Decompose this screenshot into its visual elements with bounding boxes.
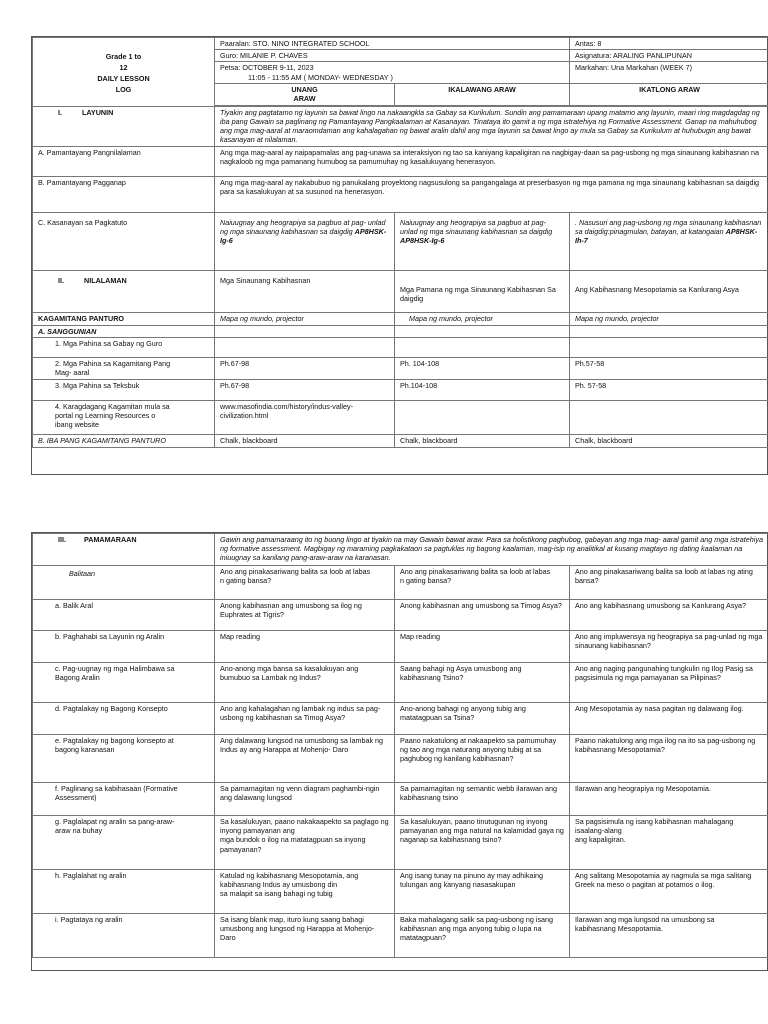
table-row — [33, 600, 768, 631]
teksbuk-day2: Ph.104-108 — [395, 379, 570, 400]
teksbuk-day3: Ph. 57-58 — [570, 379, 768, 400]
iba-day1: Chalk, blackboard — [215, 434, 395, 447]
kagamitang-pang-day3: Ph.57-58 — [570, 357, 768, 379]
nilalaman-num: II. — [58, 275, 64, 285]
row-label: d. Pagtalakay ng Bagong Konsepto — [33, 703, 215, 735]
quarter-name: Markahan: Una Markahan (WEEK 7) — [570, 62, 768, 83]
time-text: 11:05 - 11:55 AM ( MONDAY- WEDNESDAY ) — [248, 72, 393, 82]
row-label: i. Pagtataya ng aralin — [33, 914, 215, 958]
iba-day2: Chalk, blackboard — [395, 434, 570, 447]
kagamitan-day1: Mapa ng mundo, projector — [215, 312, 395, 325]
row-day2: Anong kabihasnan ang umusbong sa Timog Asya? — [395, 600, 570, 631]
kagamitang-pang-day2: Ph. 104-108 — [395, 357, 570, 379]
kagamitang-pang-label: 2. Mga Pahina sa Kagamitang Pang Mag- aaral — [33, 357, 215, 379]
row-day1: Sa isang blank map, ituro kung saang bahagi umusbong ang lungsod ng Harappa at Mohenjo-Daro — [215, 914, 395, 958]
kasanayan-day1 — [215, 212, 395, 270]
table-row — [33, 735, 768, 783]
layunin-text: Tiyakin ang pagtatamo ng layunin sa bawat lingo na nakaangkla sa Gabay sa Kurikulum. Sundin ang pamamaraan upang matamo ang layunin, maari ring magdagdag ng iba pang Gawain sa paglinang ng Pamantayang Pangkaalaman at Kasanayan. Tinataya ito gamit a ng mga istratehiya ng Formative Assessment. Ganap na mahuhubog ang mga mag-aaral at maraomdaman ang kahalagahan ng bawat aralin dahil ang mga layunin sa bawat lingo ay mula sa Gabay sa Kurikulum at huhubugin ang bawat kasanayan at nilalaman. — [215, 106, 768, 146]
pamamaraan-num: III. — [58, 535, 66, 544]
day1-header: UNANG ARAW — [215, 83, 395, 105]
row-day2: Ano-anong bahagi ng anyong tubig ang matatagpuan sa Tsina? — [395, 703, 570, 735]
grade-level: Antas: 8 — [570, 38, 768, 50]
pamamaraan-label-cell — [33, 534, 215, 566]
layunin-num: I. — [58, 107, 62, 117]
kagamitang-pang-day1: Ph.67-98 — [215, 357, 395, 379]
row-label: f. Paglinang sa kabihasaan (Formative Assessment) — [33, 783, 215, 816]
table-row — [33, 816, 768, 870]
pangnilalaman-label: A. Pamantayang Pangnilalaman — [33, 146, 215, 176]
row-day1: Sa pamamagitan ng venn diagram paghambi-ngin ang dalawang lungsod — [215, 783, 395, 816]
row-day1: Ano ang kahalagahan ng lambak ng indus sa pag-usbong ng kabihasnan sa Timog Asya? — [215, 703, 395, 735]
iba-day3: Chalk, blackboard — [570, 434, 768, 447]
dll-header-table — [32, 37, 768, 448]
kasanayan-day2-text: Naiuugnay ang heograpiya sa pagbuo at pag- unlad ng mga sinaunang kabihasnan sa daigdig — [400, 217, 553, 236]
row-day2: Sa pamamagitan ng semantic webb ilarawan ang kabihasnang tsino — [395, 783, 570, 816]
table-row — [33, 914, 768, 958]
kasanayan-day3-code: AP8HSK-Ih-7 — [575, 226, 758, 246]
row-day3: Paano nakatulong ang mga ilog na ito sa pag-usbong ng kabihasnang Mesopotamia? — [570, 735, 768, 783]
pamamaraan-table — [32, 533, 768, 958]
day3-header: IKATLONG ARAW — [570, 83, 768, 105]
nilalaman-label: NILALAMAN — [84, 275, 127, 285]
row-day1: Katulad ng kabihasnang Mesopotamia, ang kabihasnang Indus ay umusbong din sa malapit sa isang bahagi ng tubig — [215, 870, 395, 914]
row-day2: Map reading — [395, 631, 570, 663]
subject-name: Asignatura: ARALING PANLIPUNAN — [570, 50, 768, 62]
kasanayan-day1-code: AP8HSK-Ig-6 — [220, 226, 387, 246]
pamamaraan-sheet — [31, 532, 768, 971]
row-day3: Ilarawan ang mga lungsod na umusbong sa kabihasnang Mesopotamia. — [570, 914, 768, 958]
kasanayan-day3 — [570, 212, 768, 270]
row-label: c. Pag-uugnay ng mga Halimbawa sa Bagong Aralin — [33, 663, 215, 703]
nilalaman-label-cell — [33, 270, 215, 312]
dll-header-sheet — [31, 36, 768, 475]
day2-header: IKALAWANG ARAW — [395, 83, 570, 105]
sanggunian-label: A. SANGGUNIAN — [33, 325, 215, 337]
kasanayan-day3-text: . Nasusuri ang pag-usbong ng mga sinaunang kabihasnan sa daigdig:pinagmulan, batayan, at katangaian — [575, 217, 762, 236]
date-time — [215, 62, 570, 83]
row-label: Balitaan — [33, 566, 215, 600]
row-day3: Ano ang impluwensya ng heograpiya sa pag-unlad ng mga sinaunang kabihasnan? — [570, 631, 768, 663]
iba-label: B. IBA PANG KAGAMITANG PANTURO — [33, 434, 215, 447]
table-row — [33, 566, 768, 600]
table-row — [33, 783, 768, 816]
table-row — [33, 663, 768, 703]
nilalaman-day2: Mga Pamana ng mga Sinaunang Kabihasnan Sa daigdig — [395, 270, 570, 312]
row-label: h. Paglalahat ng aralin — [33, 870, 215, 914]
row-day2: Ano ang pinakasariwang balita sa loob at labas n gating bansa? — [395, 566, 570, 600]
kagamitan-day2: Mapa ng mundo, projector — [395, 312, 570, 325]
school-name: Paaralan: STO. NINO INTEGRATED SCHOOL — [215, 38, 570, 50]
kasanayan-label: C. Kasanayan sa Pagkatuto — [33, 212, 215, 270]
row-day1: Sa kasalukuyan, paano nakakaapekto sa paglago ng inyong pamayanan ang mga bundok o ilog na matatagpuan sa inyong pamayanan? — [215, 816, 395, 870]
row-day1: Anong kabihasnan ang umusbong sa ilog ng Euphrates at Tigris? — [215, 600, 395, 631]
row-day3: Ang Mesopotamia ay nasa pagitan ng dalawang ilog. — [570, 703, 768, 735]
row-day3: Ano ang kabihasnang umusbong sa Kanlurang Asya? — [570, 600, 768, 631]
pamamaraan-label: PAMAMARAAN — [84, 535, 137, 544]
row-day1: Ano ang pinakasariwang balita sa loob at labas n gating bansa? — [215, 566, 395, 600]
row-day1: Ano-anong mga bansa sa kasalukuyan ang bumubuo sa Lambak ng Indus? — [215, 663, 395, 703]
kasanayan-day2 — [395, 212, 570, 270]
row-day3: Ang salitang Mesopotamia ay nagmula sa mga salitang Greek na meso o pagitan at potamos o ilog. — [570, 870, 768, 914]
pangnilalaman-text: Ang mga mag-aaral ay naipapamalas ang pag-unawa sa interaksiyon ng tao sa kaniyang kapaligiran na nagbigay-daan sa pag-usbong ng mga sinaunang kabihasnan na nagkaloob ng mga pamanang humubog sa pamumuhay ng kasalukuyang henerasyon. — [215, 146, 768, 176]
nilalaman-day3: Ang Kabihasnang Mesopotamia sa Kanlurang Asya — [570, 270, 768, 312]
row-day3: Ilarawan ang heograpiya ng Mesopotamia. — [570, 783, 768, 816]
table-row — [33, 703, 768, 735]
grade-title: Grade 1 to 12 DAILY LESSON LOG — [33, 38, 215, 107]
row-label: e. Pagtalakay ng bagong konsepto at bagong karanasan — [33, 735, 215, 783]
row-day2: Saang bahagi ng Asya umusbong ang kabihasnang Tsino? — [395, 663, 570, 703]
row-day2: Paano nakatulong at nakaapekto sa pamumuhay ng tao ang mga naturang anyong tubig at sa paghubog ng kanilang kabihasnan? — [395, 735, 570, 783]
row-day2: Sa kasalukuyan, paano tinutugunan ng inyong pamayanan ang mga natural na kalamidad gaya ng naganap sa kabihasnang tsino? — [395, 816, 570, 870]
table-row — [33, 870, 768, 914]
row-label: g. Paglalapat ng aralin sa pang-araw- araw na buhay — [33, 816, 215, 870]
row-day1: Ang dalawang lungsod na umusbong sa lambak ng Indus ay ang Harappa at Mohenjo- Daro — [215, 735, 395, 783]
kasanayan-day1-text: Naiuugnay ang heograpiya sa pagbuo at pag- unlad ng mga sinaunang kabihasnan sa daigdig — [220, 217, 386, 236]
row-day2: Baka mahalagang salik sa pag-usbong ng isang kabihasnan ang mga anyong tubig o lupa na matatagpuan? — [395, 914, 570, 958]
date-text: Petsa: OCTOBER 9-11, 2023 — [220, 63, 314, 73]
row-day3: Ano ang pinakasariwang balita sa loob at labas ng ating bansa? — [570, 566, 768, 600]
row-day1: Map reading — [215, 631, 395, 663]
nilalaman-day1: Mga Sinaunang Kabihasnan — [215, 270, 395, 312]
layunin-label: LAYUNIN — [82, 107, 114, 117]
layunin-label-cell — [33, 106, 215, 146]
row-label: b. Paghahabi sa Layunin ng Aralin — [33, 631, 215, 663]
row-day2: Ang isang tunay na pinuno ay may adhikaing tulungan ang kanyang nasasakupan — [395, 870, 570, 914]
kagamitan-label: KAGAMITANG PANTURO — [33, 312, 215, 325]
kagamitan-day3: Mapa ng mundo, projector — [570, 312, 768, 325]
pagganap-text: Ang mga mag-aaral ay nakabubuo ng panukalang proyektong nagsusulong sa pangangalaga at preserbasyon ng mga pamana ng mga sinaunang kabihasnan sa daigdig para sa kasalukuyan at sa susunod na henerasyon. — [215, 176, 768, 212]
pamamaraan-text: Gawin ang pamamaraang ito ng buong lingo at tiyakin na may Gawain bawat araw. Para sa holistikong paghubog, gabayan ang mga mag- aaral gamit ang mga istratehiya ng formative assessment. Magbigay ng maraming pagkakataon sa pagtuklas ng bagong kaalaman, mag-isip ng analitikal at kusang magtayo ng dating kaalaman na iniuugnay sa kanilang pang-araw-araw na karanasan. — [215, 534, 768, 566]
portal-link[interactable]: www.masofindia.com/history/indus-valley-civilization.html — [215, 400, 395, 434]
teksbuk-label: 3. Mga Pahina sa Teksbuk — [33, 379, 215, 400]
row-day3: Sa pagsisimula ng isang kabihasnan mahalagang isaalang-alang ang kapaligiran. — [570, 816, 768, 870]
gabay-label: 1. Mga Pahina sa Gabay ng Guro — [33, 337, 215, 357]
teksbuk-day1: Ph.67-98 — [215, 379, 395, 400]
teacher-name: Guro: MILANIE P. CHAVES — [215, 50, 570, 62]
kasanayan-day2-code: AP8HSK-Ig-6 — [400, 236, 445, 246]
row-label: a. Balik Aral — [33, 600, 215, 631]
pagganap-label: B. Pamantayang Pagganap — [33, 176, 215, 212]
table-row — [33, 631, 768, 663]
portal-label: 4. Karagdagang Kagamitan mula sa portal ng Learning Resources o ibang website — [33, 400, 215, 434]
row-day3: Ano ang naging pangunahing tungkulin ng Ilog Pasig sa pagsisimula ng mga pamayanan sa Pilipinas? — [570, 663, 768, 703]
